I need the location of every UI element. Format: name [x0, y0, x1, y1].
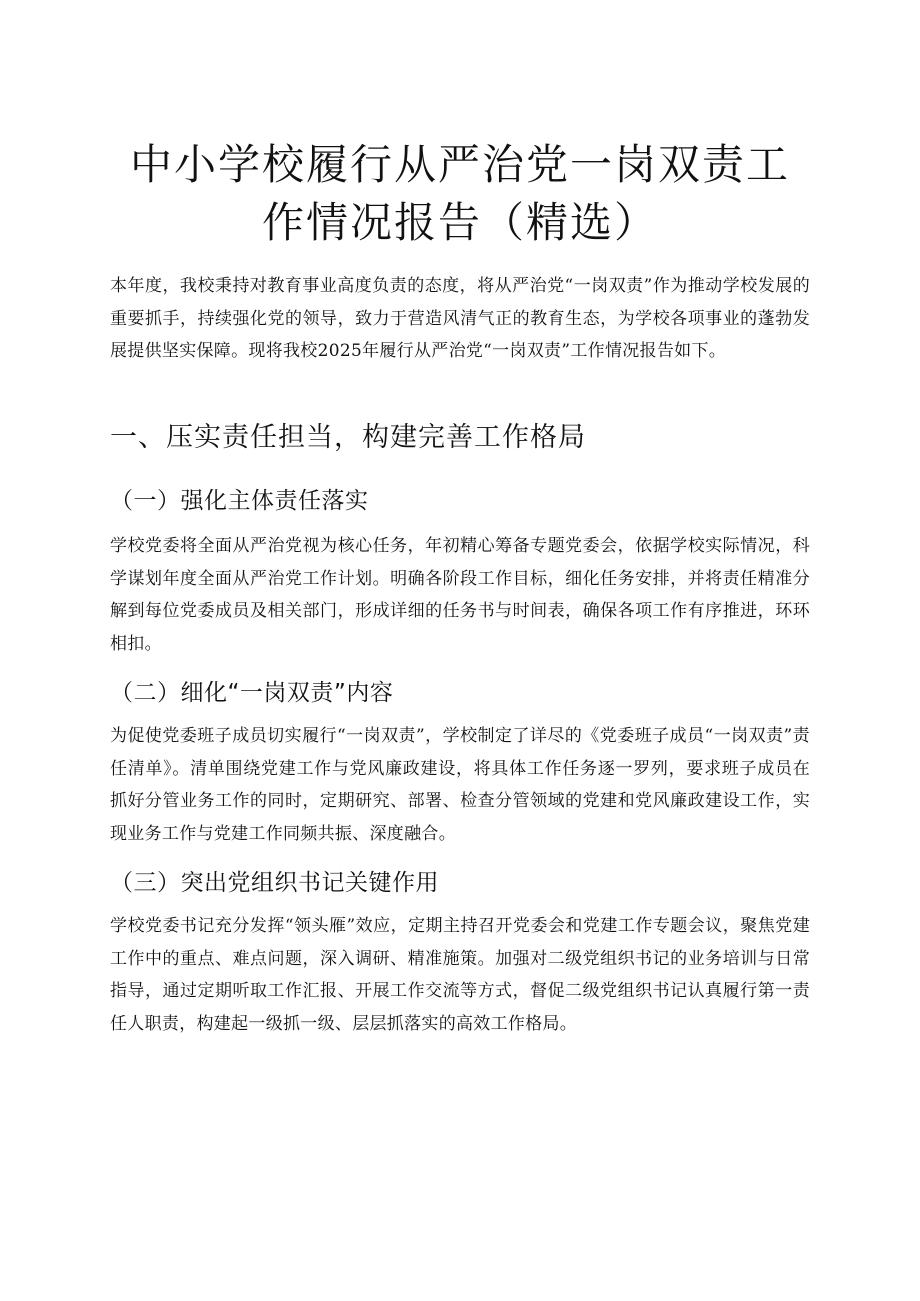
subsection-3-heading: （三）突出党组织书记关键作用 [110, 870, 439, 896]
subsection-1-heading: （一）强化主体责任落实 [110, 488, 369, 514]
section-1-heading: 一、压实责任担当，构建完善工作格局 [110, 422, 586, 453]
subsection-1-body: 学校党委将全面从严治党视为核心任务，年初精心筹备专题党委会，依据学校实际情况，科学谋划年度全面从严治党工作计划。明确各阶段工作目标，细化任务安排，并将责任精准分解到每位党委成员及相关部门，形成详细的任务书与时间表，确保各项工作有序推进，环环相扣。 [110, 536, 810, 654]
subsection-2-body: 为促使党委班子成员切实履行“一岗双责”，学校制定了详尽的《党委班子成员“一岗双责”责任清单》。清单围绕党建工作与党风廉政建设，将具体工作任务逐一罗列，要求班子成员在抓好分管业务工作的同时，定期研究、部署、检查分管领域的党建和党风廉政建设工作，实现业务工作与党建工作同频共振、深度融合。 [110, 726, 810, 844]
subsection-2-heading: （二）细化“一岗双责”内容 [110, 680, 394, 706]
document-title: 中小学校履行从严治党一岗双责工作情况报告（精选） [129, 140, 790, 247]
intro-paragraph: 本年度，我校秉持对教育事业高度负责的态度，将从严治党“一岗双责”作为推动学校发展的重要抓手，持续强化党的领导，致力于营造风清气正的教育生态，为学校各项事业的蓬勃发展提供坚实保障。现将我校2025年履行从严治党“一岗双责”工作情况报告如下。 [110, 276, 810, 361]
subsection-3-body: 学校党委书记充分发挥“领头雁”效应，定期主持召开党委会和党建工作专题会议，聚焦党建工作中的重点、难点问题，深入调研、精准施策。加强对二级党组织书记的业务培训与日常指导，通过定期听取工作汇报、开展工作交流等方式，督促二级党组织书记认真履行第一责任人职责，构建起一级抓一级、层层抓落实的高效工作格局。 [110, 916, 810, 1034]
